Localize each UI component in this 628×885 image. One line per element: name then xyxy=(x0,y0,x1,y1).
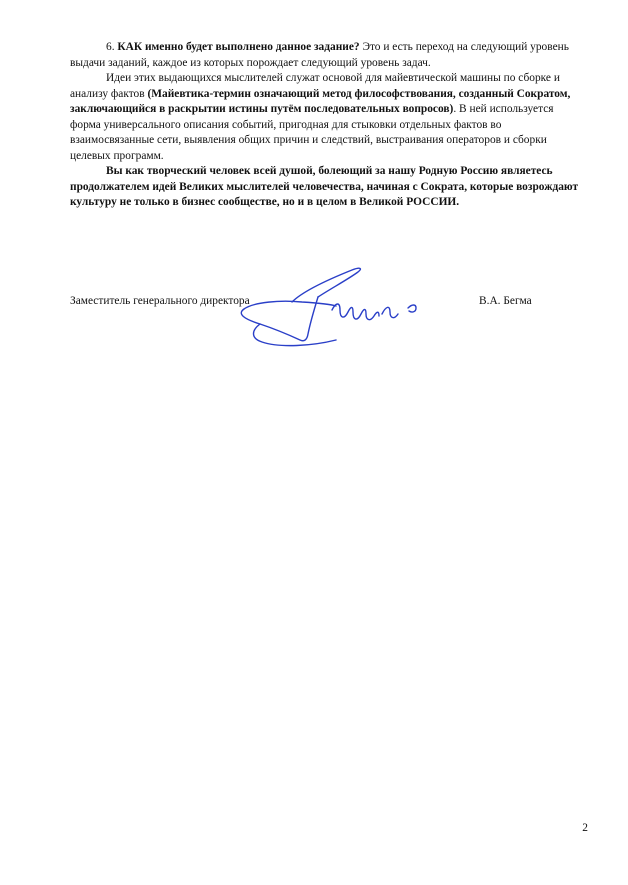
paragraph-1-run-3: Это и есть переход на следующий уровень выдачи заданий, каждое из которых порождает следующий уровень задач. xyxy=(70,41,569,69)
page-number: 2 xyxy=(582,822,588,834)
paragraph-2 xyxy=(70,71,580,164)
paragraph-3 xyxy=(70,164,580,211)
paragraph-3-run-1: Вы как творческий человек всей душой, болеющий за нашу Родную Россию являетесь продолжателем идей Великих мыслителей человечества, начиная с Сократа, которые возрождают культуру не только в бизнес сообществе, но и в целом в Великой РОССИИ. xyxy=(70,165,579,208)
paragraph-2-run-3: . В ней используется форма универсального описания событий, пригодная для стыковки отдельных фактов во взаимосвязанные сети, выявления общих причин и следствий, выстраивания операторов и сборки целевых программ. xyxy=(70,103,554,162)
paragraph-1-run-2: КАК именно будет выполнено данное задание? xyxy=(117,41,360,53)
paragraph-2-run-2: (Майевтика-термин означающий метод философствования, созданный Сократом, заключающийся в раскрытии истины путём последовательных вопросов) xyxy=(70,87,571,115)
paragraph-1-run-1: 6. xyxy=(106,41,118,53)
signer-name: В.А. Бегма xyxy=(479,295,532,307)
paragraph-2-run-1: Идеи этих выдающихся мыслителей служат основой для майевтической машины по сборке и анализу фактов xyxy=(70,72,560,100)
signer-title: Заместитель генерального директора xyxy=(70,295,250,307)
handwritten-signature xyxy=(232,262,442,352)
document-body xyxy=(70,40,580,211)
paragraph-1 xyxy=(70,40,580,71)
